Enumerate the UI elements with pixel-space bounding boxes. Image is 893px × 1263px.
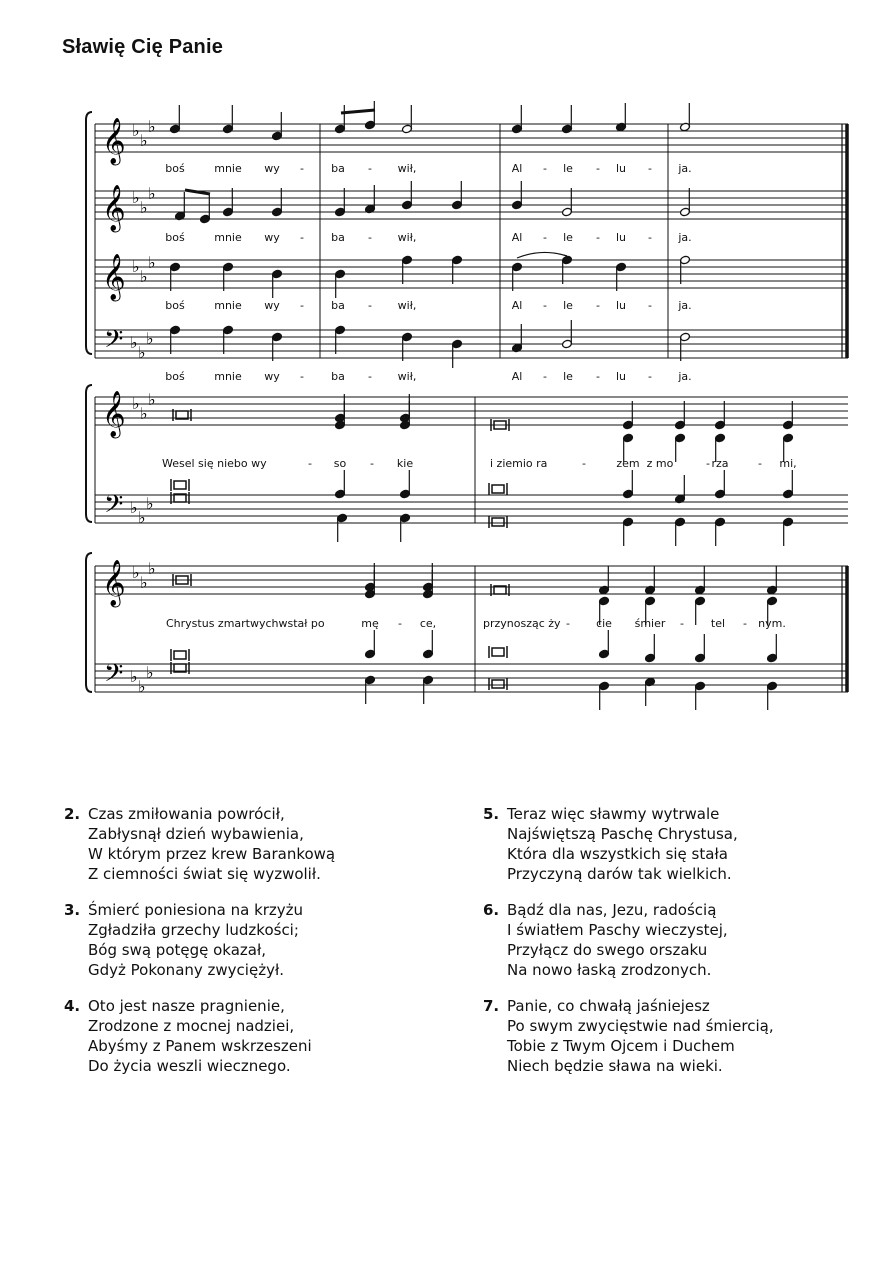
flat-icon: ♭: [140, 267, 148, 286]
flat-icon: ♭: [148, 253, 156, 272]
verse-line: Gdyż Pokonany zwyciężył.: [88, 961, 284, 979]
breve-head: [492, 518, 504, 526]
staff-soprano: [95, 124, 848, 152]
lyric-syllable: mi,: [779, 457, 797, 470]
lyric-syllable: przynosząc ży: [483, 617, 561, 630]
flat-icon: ♭: [138, 677, 146, 696]
verse-line: Tobie z Twym Ojcem i Duchem: [507, 1037, 735, 1055]
lyric-syllable: wy: [264, 299, 280, 312]
beam: [341, 110, 375, 113]
lyric-syllable: -: [706, 457, 710, 470]
lyric-syllable: -: [308, 457, 312, 470]
verse-line: Niech będzie sława na wieki.: [507, 1057, 723, 1075]
lyric-syllable: -: [398, 617, 402, 630]
verse-line: Po swym zwycięstwie nad śmiercią,: [507, 1017, 774, 1035]
staff-bass: [95, 330, 848, 358]
lyric-syllable: tel: [710, 617, 726, 630]
lyric-syllable: le: [563, 231, 573, 244]
lyric-syllable: -: [566, 617, 570, 630]
treble-clef-icon: 𝄞: [102, 391, 126, 437]
treble-clef-icon: 𝄞: [102, 118, 126, 164]
lyric-syllable: wił,: [397, 162, 417, 175]
lyric-syllable: mnie: [214, 231, 242, 244]
lyric-syllable: -: [582, 457, 586, 470]
verse-5: [483, 804, 863, 884]
lyric-syllable: -: [648, 299, 652, 312]
system-brace: [86, 112, 92, 354]
lyric-syllable: ba: [331, 231, 345, 244]
slur: [517, 252, 567, 258]
lyric-syllable: -: [368, 231, 372, 244]
lyric-syllable: -: [300, 370, 304, 383]
flat-icon: ♭: [132, 563, 140, 582]
breve-chord: [491, 584, 509, 596]
lyric-syllable: Chrystus zmartwychwstał po: [166, 617, 325, 630]
lyric-syllable: -: [680, 617, 684, 630]
staff-tenor: [95, 260, 848, 288]
lyric-syllable: -: [648, 370, 652, 383]
lyric-syllable: lu: [615, 370, 627, 383]
flat-icon: ♭: [132, 121, 140, 140]
lyric-syllable: Al: [511, 231, 523, 244]
lyric-syllable: -: [368, 370, 372, 383]
lyric-syllable: -: [543, 231, 547, 244]
lyric-syllable: ba: [331, 162, 345, 175]
lyric-syllable: śmier: [634, 617, 666, 630]
staff-lower: [95, 664, 848, 692]
treble-clef-icon: 𝄞: [102, 560, 126, 606]
lyric-syllable: Al: [511, 299, 523, 312]
verse-line: Która dla wszystkich się stała: [507, 845, 728, 863]
lyric-syllable: ce,: [419, 617, 437, 630]
flat-icon: ♭: [138, 508, 146, 527]
breve-chord: [489, 646, 507, 658]
flat-icon: ♭: [146, 494, 154, 513]
lyric-syllable: -: [300, 231, 304, 244]
flat-icon: ♭: [130, 667, 138, 686]
lyric-syllable: Al: [511, 370, 523, 383]
lyric-syllable: ja.: [678, 299, 692, 312]
lyric-syllable: wy: [264, 370, 280, 383]
verse-line: Oto jest nasze pragnienie,: [88, 997, 285, 1015]
breve-head: [174, 651, 186, 659]
lyric-syllable: mnie: [214, 162, 242, 175]
verse-line: I światłem Paschy wieczystej,: [507, 921, 728, 939]
flat-icon: ♭: [138, 343, 146, 362]
verse-line: Zrodzone z mocnej nadziei,: [88, 1017, 295, 1035]
verse-line: Z ciemności świat się wyzwolił.: [88, 865, 321, 883]
lyric-syllable: cie: [596, 617, 612, 630]
lyric-syllable: -: [543, 162, 547, 175]
lyric-syllable: ja.: [678, 231, 692, 244]
verse-7: [483, 996, 863, 1076]
verse-line: Abyśmy z Panem wskrzeszeni: [88, 1037, 312, 1055]
flat-icon: ♭: [146, 663, 154, 682]
staff-lower: [95, 495, 848, 523]
lyric-syllable: -: [648, 162, 652, 175]
bass-clef-icon: 𝄢: [104, 659, 124, 694]
lyric-syllable: mnie: [214, 299, 242, 312]
lyric-syllable: so: [333, 457, 347, 470]
verse-line: Przyłącz do swego orszaku: [507, 941, 708, 959]
treble-clef-icon: 𝄞: [102, 185, 126, 231]
lyric-syllable: -: [543, 299, 547, 312]
lyric-syllable: boś: [165, 162, 185, 175]
lyric-syllable: -: [368, 299, 372, 312]
verse-line: Do życia weszli wiecznego.: [88, 1057, 291, 1075]
lyric-syllable: lu: [615, 231, 627, 244]
lyric-syllable: wił,: [397, 299, 417, 312]
lyric-syllable: le: [563, 299, 573, 312]
breve-chord: [171, 479, 189, 491]
song-title: Sławię Cię Panie: [62, 36, 224, 58]
lyric-syllable: le: [563, 162, 573, 175]
flat-icon: ♭: [148, 390, 156, 409]
verse-line: Bóg swą potęgę okazał,: [88, 941, 267, 959]
breve-head: [174, 481, 186, 489]
breve-chord: [171, 662, 189, 674]
verse-line: Najświętszą Paschę Chrystusa,: [507, 825, 738, 843]
lyric-syllable: wy: [264, 162, 280, 175]
verse-line: Panie, co chwałą jaśniejesz: [507, 997, 710, 1015]
verse-2: [64, 804, 444, 884]
lyric-syllable: -: [596, 370, 600, 383]
flat-icon: ♭: [146, 329, 154, 348]
verse-number: 3.: [64, 901, 81, 919]
lyric-syllable: -: [596, 231, 600, 244]
bass-clef-icon: 𝄢: [104, 490, 124, 525]
lyric-syllable: ba: [331, 299, 345, 312]
lyric-syllable: -: [300, 162, 304, 175]
breve-chord: [171, 649, 189, 661]
flat-icon: ♭: [132, 188, 140, 207]
lyric-syllable: boś: [165, 231, 185, 244]
lyric-syllable: boś: [165, 299, 185, 312]
verse-line: W którym przez krew Barankową: [88, 845, 336, 863]
lyric-syllable: ba: [331, 370, 345, 383]
lyric-syllable: Wesel się niebo wy: [162, 457, 267, 470]
verse-line: Czas zmiłowania powrócił,: [88, 805, 285, 823]
staff-alto: [95, 191, 848, 219]
verse-line: Zabłysnął dzień wybawienia,: [88, 825, 304, 843]
lyric-syllable: boś: [165, 370, 185, 383]
verse-line: Na nowo łaską zrodzonych.: [507, 961, 712, 979]
verse-line: Śmierć poniesiona na krzyżu: [88, 901, 304, 919]
flat-icon: ♭: [140, 573, 148, 592]
system-brace: [86, 385, 92, 522]
flat-icon: ♭: [130, 498, 138, 517]
lyric-syllable: wy: [264, 231, 280, 244]
breve-head: [492, 648, 504, 656]
lyric-syllable: -: [596, 299, 600, 312]
lyric-syllable: -: [758, 457, 762, 470]
lyric-syllable: ja.: [678, 162, 692, 175]
lyric-syllable: kie: [396, 457, 414, 470]
verse-number: 7.: [483, 997, 500, 1015]
flat-icon: ♭: [148, 559, 156, 578]
verse-3: [64, 900, 444, 980]
lyric-syllable: mę: [361, 617, 379, 630]
breve-head: [492, 680, 504, 688]
lyric-syllable: le: [563, 370, 573, 383]
lyric-syllable: rza: [711, 457, 729, 470]
lyric-syllable: z mo: [646, 457, 674, 470]
lyric-syllable: -: [370, 457, 374, 470]
staff-upper: [95, 397, 848, 425]
lyric-syllable: nym.: [758, 617, 786, 630]
flat-icon: ♭: [130, 333, 138, 352]
staff-upper: [95, 566, 848, 594]
lyric-syllable: -: [596, 162, 600, 175]
lyric-syllable: Al: [511, 162, 523, 175]
flat-icon: ♭: [148, 117, 156, 136]
verses-right-column: [483, 804, 863, 1092]
verse-line: Przyczyną darów tak wielkich.: [507, 865, 732, 883]
breve-chord: [489, 516, 507, 528]
lyric-syllable: lu: [615, 162, 627, 175]
verse-number: 6.: [483, 901, 500, 919]
lyric-syllable: -: [743, 617, 747, 630]
lyric-syllable: zem: [616, 457, 640, 470]
verse-number: 5.: [483, 805, 500, 823]
lyric-syllable: lu: [615, 299, 627, 312]
lyrics: [162, 162, 797, 630]
lyric-syllable: wił,: [397, 370, 417, 383]
verse-line: Zgładziła grzechy ludzkości;: [88, 921, 299, 939]
breve-chord: [489, 483, 507, 495]
breve-chord: [489, 678, 507, 690]
lyric-syllable: -: [300, 299, 304, 312]
breve-head: [492, 485, 504, 493]
flat-icon: ♭: [148, 184, 156, 203]
system-brace: [86, 553, 92, 692]
bass-clef-icon: 𝄢: [104, 325, 124, 360]
lyric-syllable: -: [648, 231, 652, 244]
flat-icon: ♭: [140, 404, 148, 423]
verse-number: 2.: [64, 805, 81, 823]
verse-4: [64, 996, 444, 1076]
flat-icon: ♭: [140, 131, 148, 150]
lyric-syllable: i ziemio ra: [490, 457, 548, 470]
lyric-syllable: -: [543, 370, 547, 383]
treble-clef-icon: 𝄞: [102, 254, 126, 300]
verse-6: [483, 900, 863, 980]
verse-line: Teraz więc sławmy wytrwale: [507, 805, 720, 823]
breve-chord: [171, 492, 189, 504]
verse-line: Bądź dla nas, Jezu, radością: [507, 901, 717, 919]
verse-number: 4.: [64, 997, 81, 1015]
lyric-syllable: wił,: [397, 231, 417, 244]
verses-left-column: [64, 804, 444, 1092]
lyric-syllable: ja.: [678, 370, 692, 383]
flat-icon: ♭: [132, 394, 140, 413]
flat-icon: ♭: [132, 257, 140, 276]
flat-icon: ♭: [140, 198, 148, 217]
lyric-syllable: mnie: [214, 370, 242, 383]
breve-chord: [173, 409, 191, 421]
lyric-syllable: -: [368, 162, 372, 175]
